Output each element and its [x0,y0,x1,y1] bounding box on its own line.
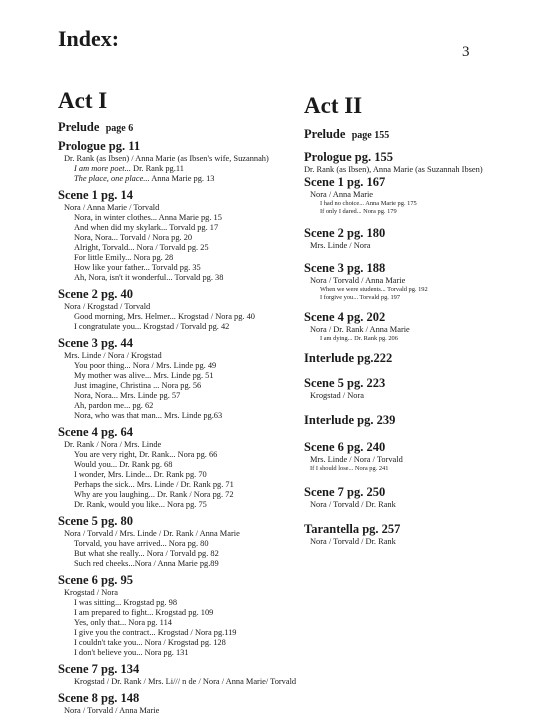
index-section [304,522,529,547]
entry-text: I had no choice... Anna Marie pg. 175 [320,200,417,207]
index-section [304,440,529,473]
index-entry [304,465,529,473]
index-entry [58,618,328,628]
index-section [304,226,529,251]
index-entry [304,200,529,208]
entry-text: And when did my skylark... Torvald pg. 17 [74,223,219,232]
index-section [304,413,529,428]
entry-text: Why are you laughing... Dr. Rank / Nora pg. 72 [74,490,234,499]
entry-text: Nora, Nora... Torvald / Nora pg. 20 [74,233,193,242]
index-entry [304,455,529,465]
section-heading [304,376,529,391]
entry-text: I don't believe you... Nora pg. 131 [74,648,189,657]
index-section [58,691,328,716]
section-heading [304,310,529,325]
index-entry [58,460,328,470]
entry-text: Ah, Nora, isn't it wonderful... Torvald pg. 38 [74,273,224,282]
index-entry [58,608,328,618]
section-heading [304,175,529,190]
entry-text: Mrs. Linde / Nora / Torvald [310,455,403,464]
act-2-heading: Act II [304,93,363,118]
index-entry [304,294,529,302]
entry-text: Torvald, you have arrived... Nora pg. 80 [74,539,209,548]
entry-text: My mother was alive... Mrs. Linde pg. 51 [74,371,214,380]
section-heading-text: Scene 8 pg. 148 [58,691,140,705]
section-heading [58,691,328,706]
act-1-heading: Act I [58,88,108,113]
index-section [58,514,328,569]
index-entry [58,470,328,480]
section-heading [58,336,328,351]
entry-text: I am prepared to fight... Krogstad pg. 109 [74,608,214,617]
index-section [58,287,328,332]
act-1-column [58,88,328,716]
entry-text: I couldn't take you... Nora / Krogstad pg. 128 [74,638,226,647]
entry-text: Nora / Dr. Rank / Anna Marie [310,325,410,334]
index-entry [58,391,328,401]
entry-text: Dr. Rank / Nora / Mrs. Linde [64,440,162,449]
act-2-column [304,93,529,547]
entry-text: Such red cheeks...Nora / Anna Marie pg.89 [74,559,219,568]
entry-text: Nora, in winter clothes... Anna Marie pg. 15 [74,213,222,222]
entry-text: Good morning, Mrs. Helmer... Krogstad / Nora pg. 40 [74,312,255,321]
index-entry [58,203,328,213]
section-heading [304,440,529,455]
index-entry [58,351,328,361]
section-heading [58,188,328,203]
index-entry [58,539,328,549]
index-section [58,188,328,283]
section-heading [304,127,529,142]
index-entry [58,401,328,411]
index-entry [58,381,328,391]
section-heading [304,261,529,276]
index-entry [58,174,328,184]
section-heading-text: Prelude [304,127,346,141]
entry-text: Krogstad / Nora [310,391,364,400]
entry-text: Krogstad / Nora [64,588,118,597]
section-heading-text: Scene 2 pg. 40 [58,287,133,301]
index-section [304,310,529,343]
index-entry [58,450,328,460]
index-entry [58,559,328,569]
index-section [58,336,328,421]
section-heading [58,514,328,529]
index-entry [58,253,328,263]
index-entry [304,208,529,216]
section-heading [58,139,328,154]
section-heading-text: Scene 1 pg. 167 [304,175,386,189]
entry-text: When we were students... Torvald pg. 192 [320,286,428,293]
entry-text: Alright, Torvald... Nora / Torvald pg. 25 [74,243,209,252]
section-heading [58,287,328,302]
index-entry [58,490,328,500]
entry-text: If I should lose... Nora pg. 241 [310,465,389,472]
entry-text: Dr. Rank, would you like... Nora pg. 75 [74,500,207,509]
entry-text: I wonder, Mrs. Linde... Dr. Rank pg. 70 [74,470,207,479]
entry-text: Just imagine, Christina ... Nora pg. 56 [74,381,202,390]
entry-text: Nora / Torvald / Anna Marie [64,706,160,715]
section-heading-text: Scene 3 pg. 188 [304,261,386,275]
index-entry [304,286,529,294]
index-section [304,127,529,142]
entry-text: I am more poet... [74,164,131,173]
index-section [58,425,328,510]
entry-text: You poor thing... Nora / Mrs. Linde pg. 49 [74,361,217,370]
index-section [304,175,529,216]
section-heading [58,662,328,677]
index-entry [58,588,328,598]
index-entry [304,190,529,200]
entry-text: Nora, Nora... Mrs. Linde pg. 57 [74,391,181,400]
index-entry [58,529,328,539]
index-section [58,139,328,184]
section-heading-text: Interlude pg.222 [304,351,393,365]
section-heading-text: Scene 5 pg. 223 [304,376,386,390]
page-number: 3 [462,44,470,60]
entry-tail: Dr. Rank pg.11 [130,164,184,173]
act-1-sections [58,120,328,716]
section-heading-text: Scene 6 pg. 95 [58,573,133,587]
section-heading-text: Scene 6 pg. 240 [304,440,386,454]
section-heading-text: Interlude pg. 239 [304,413,396,427]
entry-text: Nora / Torvald / Anna Marie [310,276,406,285]
entry-tail: Anna Marie pg. 13 [149,174,215,183]
index-entry [58,164,328,174]
index-section [58,662,328,687]
index-entry [304,391,529,401]
entry-text: Mrs. Linde / Nora [310,241,371,250]
index-entry [58,154,328,164]
section-heading-text: Tarantella pg. 257 [304,522,401,536]
index-entry [58,263,328,273]
entry-text: The place, one place... [74,174,150,183]
index-section [58,120,328,135]
entry-text: You are very right, Dr. Rank... Nora pg. 66 [74,450,218,459]
entry-text: I give you the contract... Krogstad / Nora pg.119 [74,628,237,637]
entry-text: Nora / Krogstad / Torvald [64,302,151,311]
index-entry [58,500,328,510]
entry-text: I am dying... Dr. Rank pg. 206 [320,335,398,342]
section-heading [304,150,529,165]
index-entry [58,213,328,223]
index-entry [304,500,529,510]
index-entry [58,648,328,658]
index-entry [58,371,328,381]
entry-text: Nora, who was that man... Mrs. Linde pg.63 [74,411,223,420]
index-entry [304,241,529,251]
entry-text: Perhaps the sick... Mrs. Linde / Dr. Rank pg. 71 [74,480,234,489]
section-heading [304,351,529,366]
section-heading-text: Prologue pg. 11 [58,139,141,153]
section-heading-text: Scene 7 pg. 134 [58,662,140,676]
section-heading-text: Scene 4 pg. 202 [304,310,386,324]
entry-text: Yes, only that... Nora pg. 114 [74,618,172,627]
entry-text: Nora / Torvald / Mrs. Linde / Dr. Rank / Anna Marie [64,529,240,538]
entry-text: Dr. Rank (as Ibsen), Anna Marie (as Suzannah Ibsen) [304,165,483,174]
entry-text: Nora / Anna Marie / Torvald [64,203,160,212]
section-heading [304,485,529,500]
section-heading-text: Scene 3 pg. 44 [58,336,133,350]
entry-text: Nora / Torvald / Dr. Rank [310,537,396,546]
section-heading-text: Scene 5 pg. 80 [58,514,133,528]
section-heading-text: Scene 4 pg. 64 [58,425,133,439]
index-section [304,485,529,510]
index-section [304,150,529,175]
section-heading-page: page 155 [351,130,390,141]
section-heading-text: Scene 2 pg. 180 [304,226,386,240]
index-entry [304,335,529,343]
index-entry [58,233,328,243]
entry-text: Nora / Anna Marie [310,190,374,199]
entry-text: I was sitting... Krogstad pg. 98 [74,598,178,607]
index-entry [58,312,328,322]
index-entry [58,480,328,490]
entry-text: But what she really... Nora / Torvald pg. 82 [74,549,219,558]
index-entry [58,706,328,716]
index-entry [304,325,529,335]
index-entry [58,549,328,559]
index-section [304,261,529,302]
entry-text: Would you... Dr. Rank pg. 68 [74,460,173,469]
entry-text: Nora / Torvald / Dr. Rank [310,500,396,509]
index-section [304,351,529,366]
index-section [58,573,328,658]
entry-text: Ah, pardon me... pg. 62 [74,401,154,410]
entry-text: Mrs. Linde / Nora / Krogstad [64,351,162,360]
section-heading [58,120,328,135]
index-entry [304,276,529,286]
section-heading-text: Scene 7 pg. 250 [304,485,386,499]
index-entry [58,638,328,648]
index-title: Index: [58,26,120,51]
section-heading [304,522,529,537]
index-entry [58,628,328,638]
entry-text: Krogstad / Dr. Rank / Mrs. Li/// n de / Nora / Anna Marie/ Torvald [74,677,297,686]
section-heading-page: page 6 [105,123,134,134]
index-entry [58,411,328,421]
index-entry [58,677,328,687]
section-heading-text: Prologue pg. 155 [304,150,394,164]
index-entry [58,440,328,450]
section-heading-text: Prelude [58,120,100,134]
index-entry [58,302,328,312]
index-entry [304,165,529,175]
index-entry [58,273,328,283]
index-section [304,376,529,401]
index-entry [58,223,328,233]
section-heading [304,226,529,241]
entry-text: Dr. Rank (as Ibsen) / Anna Marie (as Ibsen's wife, Suzannah) [64,154,269,163]
entry-text: I congratulate you... Krogstad / Torvald pg. 42 [74,322,230,331]
section-heading [58,573,328,588]
index-entry [58,598,328,608]
section-heading [58,425,328,440]
index-entry [58,361,328,371]
index-entry [304,537,529,547]
entry-text: For little Emily... Nora pg. 28 [74,253,174,262]
entry-text: How like your father... Torvald pg. 35 [74,263,201,272]
entry-text: I forgive you... Torvald pg. 197 [320,294,401,301]
entry-text: If only I dared... Nora pg. 179 [320,208,397,215]
index-entry [58,243,328,253]
section-heading-text: Scene 1 pg. 14 [58,188,133,202]
act-2-sections [304,127,529,547]
index-entry [58,322,328,332]
section-heading [304,413,529,428]
